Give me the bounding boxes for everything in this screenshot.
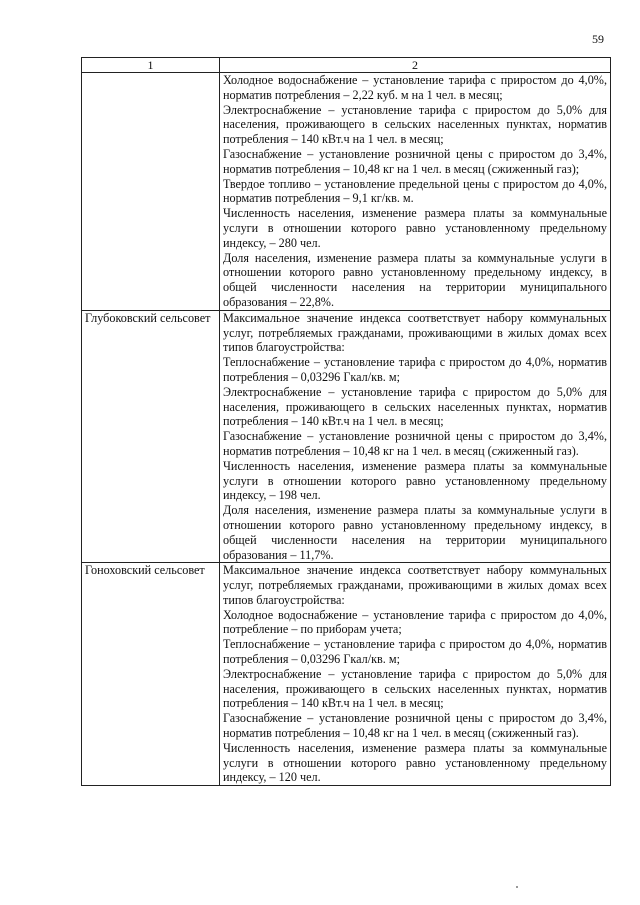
paragraph: Холодное водоснабжение – установление тарифа с приростом до 4,0%, потребление – по приборам учета; [223, 607, 607, 637]
paragraph: Численность населения, изменение размера платы за коммунальные услуги в отношении которого равно установленному предельному индексу, – 120 чел. [223, 740, 607, 785]
paragraph: Численность населения, изменение размера платы за коммунальные услуги в отношении которого равно установленному предельному индексу, – 280 чел. [223, 206, 607, 250]
description-cell [220, 310, 611, 563]
column-header-2: 2 [220, 58, 611, 73]
paragraph: Теплоснабжение – установление тарифа с приростом до 4,0%, норматив потребления – 0,03296 Гкал/кв. м; [223, 637, 607, 667]
paragraph: Максимальное значение индекса соответствует набору коммунальных услуг, потребляемых гражданами, проживающими в жилых домах всех типов благоустройства: [223, 310, 607, 355]
municipality-cell: Гоноховский сельсовет [82, 563, 220, 786]
paragraph: Твердое топливо – установление предельной цены с приростом до 4,0%, норматив потребления – 9,1 кг/кв. м. [223, 176, 607, 206]
table-row [82, 310, 611, 563]
paragraph: Численность населения, изменение размера платы за коммунальные услуги в отношении которого равно установленному предельному индексу, – 198 чел. [223, 458, 607, 503]
paragraph: Электроснабжение – установление тарифа с приростом до 5,0% для населения, проживающего в сельских населенных пунктах, норматив потребления – 140 кВт.ч на 1 чел. в месяц; [223, 666, 607, 711]
paragraph: Газоснабжение – установление розничной цены с приростом до 3,4%, норматив потребления – 10,48 кг на 1 чел. в месяц (сжиженный газ). [223, 429, 607, 458]
municipality-cell: Глубоковский сельсовет [82, 310, 220, 563]
paragraph: Электроснабжение – установление тарифа с приростом до 5,0% для населения, проживающего в сельских населенных пунктах, норматив потребления – 140 кВт.ч на 1 чел. в месяц; [223, 384, 607, 429]
description-cell [220, 563, 611, 786]
paragraph: Максимальное значение индекса соответствует набору коммунальных услуг, потребляемых гражданами, проживающими в жилых домах всех типов благоустройства: [223, 563, 607, 607]
paragraph: Доля населения, изменение размера платы за коммунальные услуги в отношении которого равно установленному предельному индексу, в общей численности населения на территории муниципального образования – 22,8%. [223, 250, 607, 309]
paragraph: Электроснабжение – установление тарифа с приростом до 5,0% для населения, проживающего в сельских населенных пунктах, норматив потребления – 140 кВт.ч на 1 чел. в месяц; [223, 102, 607, 147]
column-header-1: 1 [82, 58, 220, 73]
table-row [82, 73, 611, 311]
description-cell [220, 73, 611, 311]
page-number: 59 [592, 32, 604, 46]
tariff-table [81, 57, 611, 786]
paragraph: Доля населения, изменение размера платы за коммунальные услуги в отношении которого равно установленному предельному индексу, в общей численности населения на территории муниципального образования – 11,7%. [223, 503, 607, 562]
paragraph: Теплоснабжение – установление тарифа с приростом до 4,0%, норматив потребления – 0,03296 Гкал/кв. м; [223, 355, 607, 384]
scan-speck [516, 886, 518, 888]
table-header-row [82, 58, 611, 73]
municipality-cell [82, 73, 220, 311]
paragraph: Газоснабжение – установление розничной цены с приростом до 3,4%, норматив потребления – 10,48 кг на 1 чел. в месяц (сжиженный газ). [223, 711, 607, 741]
table-row [82, 563, 611, 786]
paragraph: Холодное водоснабжение – установление тарифа с приростом до 4,0%, норматив потребления – 2,22 куб. м на 1 чел. в месяц; [223, 73, 607, 102]
paragraph: Газоснабжение – установление розничной цены с приростом до 3,4%, норматив потребления – 10,48 кг на 1 чел. в месяц (сжиженный газ); [223, 146, 607, 176]
